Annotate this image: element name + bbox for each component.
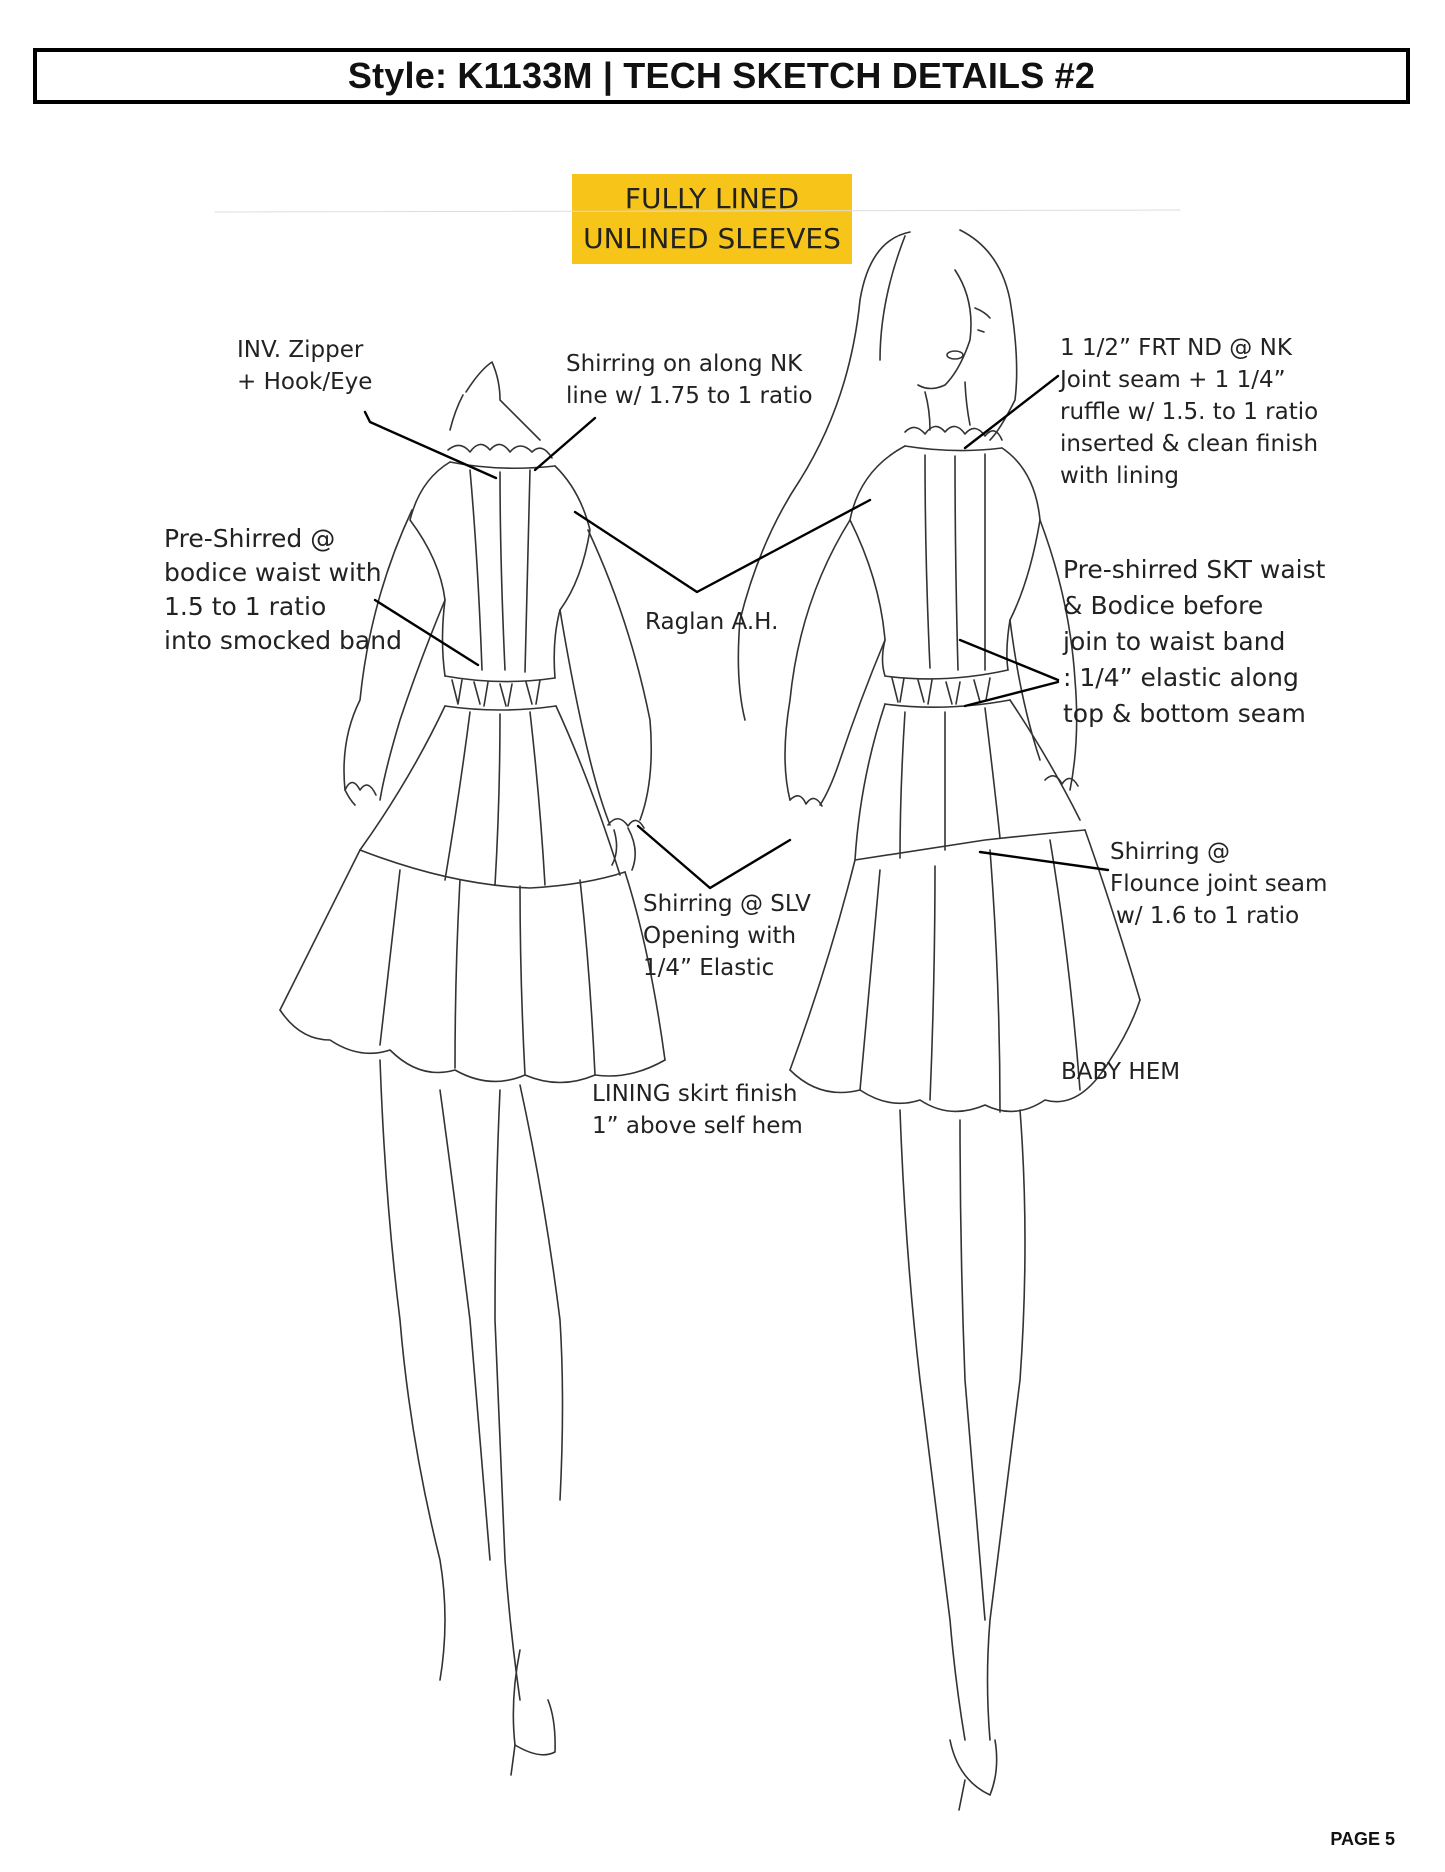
page-title: Style: K1133M | TECH SKETCH DETAILS #2 [33, 48, 1410, 104]
note-line: top & bottom seam [1063, 699, 1306, 728]
note-line: inserted & clean finish [1060, 431, 1319, 457]
note-line: Pre-Shirred @ [164, 524, 336, 553]
note-line: 1.5 to 1 ratio [164, 592, 327, 621]
note-line: LINING skirt finish [592, 1081, 798, 1107]
note-raglan [645, 606, 778, 638]
note-line: & Bodice before [1063, 591, 1264, 620]
note-line: BABY HEM [1061, 1059, 1181, 1085]
note-line: Opening with [643, 923, 797, 949]
note-line: line w/ 1.75 to 1 ratio [566, 383, 813, 409]
note-pre-shirred-skirt [1063, 552, 1325, 732]
note-line: into smocked band [164, 626, 402, 655]
note-line: 1” above self hem [592, 1113, 803, 1139]
note-line: with lining [1060, 463, 1180, 489]
page-number: PAGE 5 [1330, 1829, 1395, 1849]
note-pre-shirred-bodice [164, 522, 402, 658]
note-line: Shirring @ [1110, 839, 1230, 865]
badge-line-2: UNLINED SLEEVES [583, 222, 841, 255]
note-shirring-sleeve [643, 888, 811, 984]
note-lining-skirt [592, 1078, 803, 1142]
note-line: bodice waist with [164, 558, 382, 587]
note-line: + Hook/Eye [237, 369, 373, 395]
note-inv-zipper [237, 334, 372, 398]
note-line: Pre-shirred SKT waist [1063, 555, 1326, 584]
note-front-neck-drop [1060, 332, 1318, 492]
note-line: INV. Zipper [237, 337, 364, 363]
note-line: 1/4” Elastic [643, 955, 775, 981]
note-shirring-neckline [566, 348, 813, 412]
note-line: w/ 1.6 to 1 ratio [1116, 903, 1300, 929]
note-line: Shirring on along NK [566, 351, 803, 377]
note-line: : 1/4” elastic along [1063, 663, 1299, 692]
note-line: Flounce joint seam [1110, 871, 1328, 897]
note-line: ruffle w/ 1.5. to 1 ratio [1060, 399, 1319, 425]
note-line: Joint seam + 1 1/4” [1060, 367, 1286, 393]
note-line: Raglan A.H. [645, 609, 779, 635]
note-line: join to waist band [1063, 627, 1286, 656]
note-line: Shirring @ SLV [643, 891, 811, 917]
note-line: 1 1/2” FRT ND @ NK [1060, 335, 1292, 361]
badge-line-1: FULLY LINED [624, 182, 800, 215]
note-baby-hem [1061, 1056, 1180, 1088]
note-shirring-flounce [1110, 836, 1327, 932]
